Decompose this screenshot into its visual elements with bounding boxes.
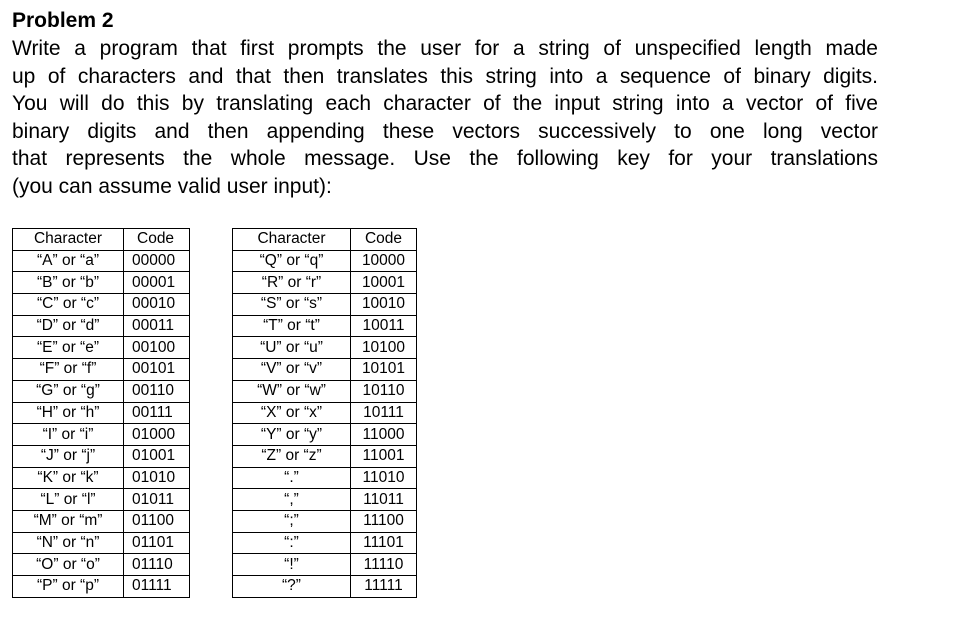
- character-cell: “.”: [233, 467, 351, 489]
- code-cell: 11110: [351, 554, 417, 576]
- table-row: [13, 445, 190, 467]
- key-table-right: [232, 228, 417, 598]
- code-cell: 00110: [124, 380, 190, 402]
- character-cell: “A” or “a”: [13, 250, 124, 272]
- table-row: [13, 294, 190, 316]
- character-cell: “!”: [233, 554, 351, 576]
- code-cell: 10100: [351, 337, 417, 359]
- code-cell: 00101: [124, 359, 190, 381]
- table-row: [13, 510, 190, 532]
- code-cell: 00011: [124, 315, 190, 337]
- code-cell: 01011: [124, 489, 190, 511]
- table-header-row: [13, 229, 190, 251]
- code-cell: 01010: [124, 467, 190, 489]
- character-cell: “I” or “i”: [13, 424, 124, 446]
- code-cell: 11111: [351, 576, 417, 598]
- table-row: [233, 315, 417, 337]
- character-cell: “Y” or “y”: [233, 424, 351, 446]
- character-cell: “K” or “k”: [13, 467, 124, 489]
- header-code: Code: [351, 229, 417, 251]
- character-cell: “S” or “s”: [233, 294, 351, 316]
- code-cell: 01101: [124, 532, 190, 554]
- code-cell: 01100: [124, 510, 190, 532]
- code-cell: 11101: [351, 532, 417, 554]
- character-cell: “X” or “x”: [233, 402, 351, 424]
- table-row: [13, 402, 190, 424]
- character-cell: “N” or “n”: [13, 532, 124, 554]
- table-row: [233, 424, 417, 446]
- character-cell: “E” or “e”: [13, 337, 124, 359]
- character-cell: “R” or “r”: [233, 272, 351, 294]
- header-character: Character: [13, 229, 124, 251]
- character-cell: “F” or “f”: [13, 359, 124, 381]
- code-cell: 10110: [351, 380, 417, 402]
- code-cell: 01110: [124, 554, 190, 576]
- character-cell: “Z” or “z”: [233, 445, 351, 467]
- table-header-row: [233, 229, 417, 251]
- character-cell: “,”: [233, 489, 351, 511]
- description-line: (you can assume valid user input):: [12, 174, 332, 198]
- character-cell: “O” or “o”: [13, 554, 124, 576]
- code-cell: 11001: [351, 445, 417, 467]
- code-cell: 10001: [351, 272, 417, 294]
- table-row: [233, 510, 417, 532]
- key-table-left: [12, 228, 190, 598]
- code-cell: 11000: [351, 424, 417, 446]
- table-row: [13, 337, 190, 359]
- table-row: [233, 489, 417, 511]
- table-row: [13, 532, 190, 554]
- character-cell: “C” or “c”: [13, 294, 124, 316]
- code-cell: 10101: [351, 359, 417, 381]
- character-cell: “B” or “b”: [13, 272, 124, 294]
- table-row: [13, 576, 190, 598]
- description-line: up of characters and that then translates this string into a sequence of binary digits.: [12, 64, 878, 88]
- character-cell: “J” or “j”: [13, 445, 124, 467]
- table-row: [233, 554, 417, 576]
- code-cell: 10010: [351, 294, 417, 316]
- table-row: [13, 380, 190, 402]
- code-cell: 11100: [351, 510, 417, 532]
- table-row: [233, 250, 417, 272]
- description-line: Write a program that first prompts the user for a string of unspecified length made: [12, 37, 878, 60]
- character-cell: “V” or “v”: [233, 359, 351, 381]
- table-row: [233, 576, 417, 598]
- code-cell: 01111: [124, 576, 190, 598]
- character-cell: “W” or “w”: [233, 380, 351, 402]
- table-row: [13, 467, 190, 489]
- header-character: Character: [233, 229, 351, 251]
- table-row: [13, 250, 190, 272]
- problem-description: [12, 35, 878, 200]
- character-cell: “L” or “l”: [13, 489, 124, 511]
- character-cell: “:”: [233, 532, 351, 554]
- character-cell: “?”: [233, 576, 351, 598]
- table-row: [233, 467, 417, 489]
- code-cell: 00001: [124, 272, 190, 294]
- code-cell: 00100: [124, 337, 190, 359]
- character-cell: “M” or “m”: [13, 510, 124, 532]
- table-row: [13, 554, 190, 576]
- code-cell: 00010: [124, 294, 190, 316]
- character-cell: “T” or “t”: [233, 315, 351, 337]
- problem-title: Problem 2: [12, 9, 114, 32]
- header-code: Code: [124, 229, 190, 251]
- character-cell: “G” or “g”: [13, 380, 124, 402]
- table-body: [13, 250, 190, 597]
- code-cell: 10000: [351, 250, 417, 272]
- code-cell: 11011: [351, 489, 417, 511]
- table-row: [13, 489, 190, 511]
- character-cell: “H” or “h”: [13, 402, 124, 424]
- description-line: that represents the whole message. Use the following key for your translations: [12, 147, 878, 170]
- table-row: [13, 272, 190, 294]
- table-row: [13, 315, 190, 337]
- code-cell: 00111: [124, 402, 190, 424]
- code-cell: 01001: [124, 445, 190, 467]
- code-cell: 10111: [351, 402, 417, 424]
- character-cell: “U” or “u”: [233, 337, 351, 359]
- character-cell: “P” or “p”: [13, 576, 124, 598]
- table-row: [233, 445, 417, 467]
- table-row: [233, 402, 417, 424]
- table-row: [233, 532, 417, 554]
- table-row: [233, 294, 417, 316]
- character-cell: “D” or “d”: [13, 315, 124, 337]
- table-row: [233, 359, 417, 381]
- table-row: [233, 337, 417, 359]
- table-row: [233, 380, 417, 402]
- code-cell: 00000: [124, 250, 190, 272]
- table-row: [13, 359, 190, 381]
- character-cell: “;”: [233, 510, 351, 532]
- table-body: [233, 250, 417, 597]
- character-cell: “Q” or “q”: [233, 250, 351, 272]
- table-row: [233, 272, 417, 294]
- code-cell: 01000: [124, 424, 190, 446]
- description-line: You will do this by translating each character of the input string into a vector of five: [12, 92, 878, 115]
- description-line: binary digits and then appending these vectors successively to one long vector: [12, 119, 878, 143]
- code-cell: 10011: [351, 315, 417, 337]
- table-row: [13, 424, 190, 446]
- code-cell: 11010: [351, 467, 417, 489]
